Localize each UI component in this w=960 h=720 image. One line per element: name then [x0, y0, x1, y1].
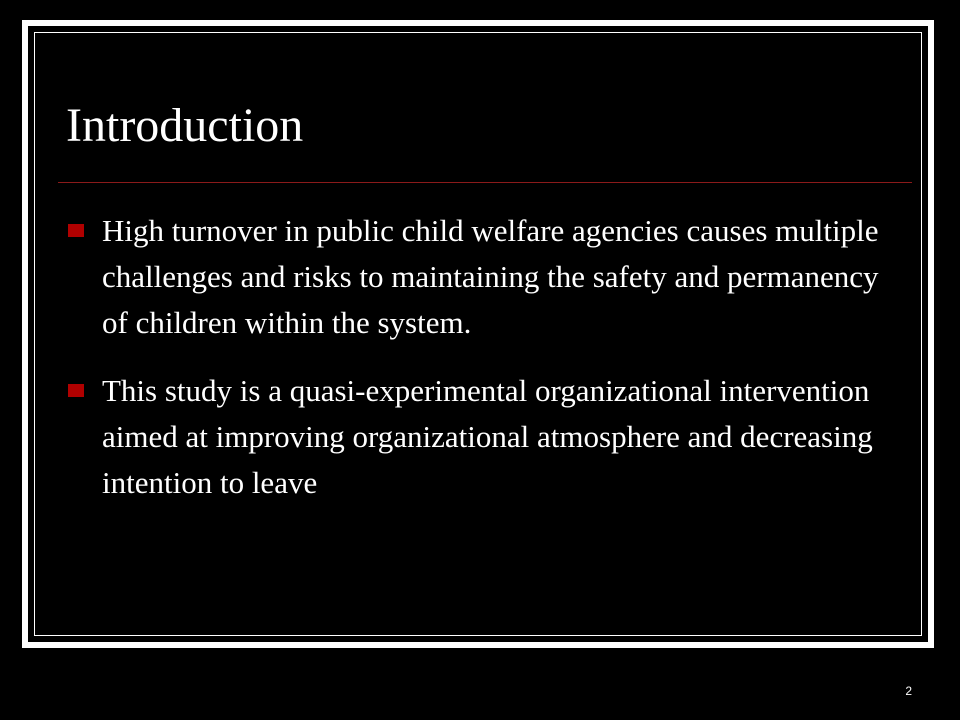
bullet-item	[66, 368, 896, 506]
slide-title: Introduction	[66, 99, 304, 152]
bullet-list	[66, 208, 896, 528]
square-bullet-icon	[68, 384, 84, 397]
bullet-text: High turnover in public child welfare agencies causes multiple challenges and risks to maintaining the safety and permanency of children within the system.	[102, 213, 879, 340]
bullet-text: This study is a quasi-experimental organizational intervention aimed at improving organizational atmosphere and decreasing intention to leave	[102, 373, 873, 500]
bullet-item	[66, 208, 896, 346]
square-bullet-icon	[68, 224, 84, 237]
page-number: 2	[905, 684, 912, 698]
title-divider	[58, 182, 912, 183]
